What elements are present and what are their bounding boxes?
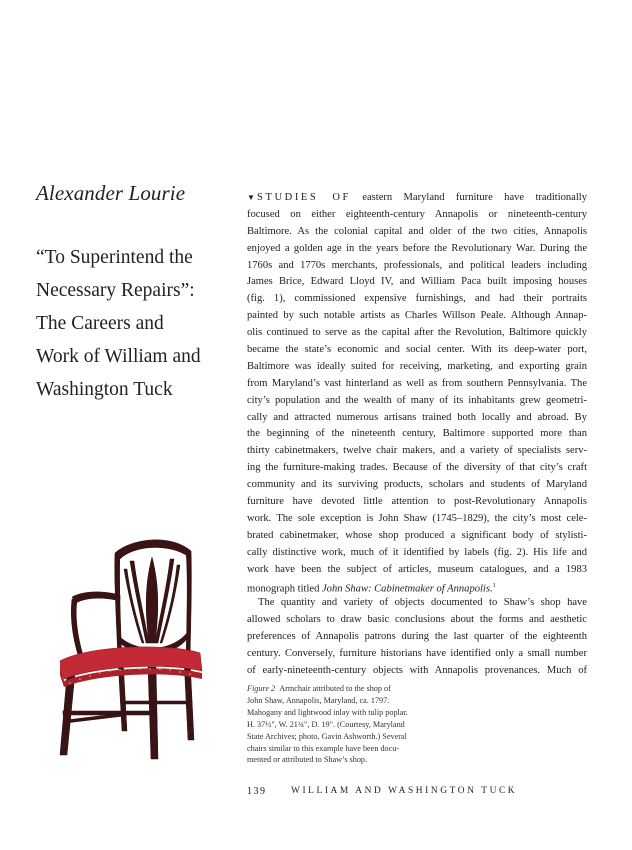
body-line bbox=[247, 190, 587, 207]
caption-line: John Shaw, Annapolis, Maryland, ca. 1797. bbox=[247, 695, 390, 705]
lead-smallcaps: STUDIES OF bbox=[257, 192, 351, 203]
caption-text: Armchair attributed to the shop of bbox=[279, 684, 391, 693]
footnote-ref[interactable]: 1 bbox=[492, 582, 496, 590]
title-line: Necessary Repairs”: bbox=[36, 280, 195, 301]
body-line-text: eastern Maryland furniture have traditionally bbox=[350, 192, 587, 203]
title-line: The Careers and bbox=[36, 313, 164, 334]
title-line: Washington Tuck bbox=[36, 379, 173, 400]
caption-label: Figure 2 bbox=[247, 684, 276, 693]
page-number: 139 bbox=[247, 786, 267, 797]
body-line: painted by such notable artists as Charles Willson Peale. Although Annap- bbox=[247, 310, 587, 322]
caption-line bbox=[247, 683, 407, 695]
body-line: 1760s and 1770s merchants, professionals, and political leaders including bbox=[247, 259, 587, 271]
body-line: enjoyed a golden age in the years before the Revolutionary War. During the bbox=[247, 242, 587, 254]
body-line: city’s population and the wealth of many of its inhabitants grew geometri- bbox=[247, 394, 587, 406]
body-line: from Maryland’s vast hinterland as well as from southern Pennsylvania. The bbox=[247, 377, 587, 389]
body-line: James Brice, Edward Lloyd IV, and William Paca built imposing houses bbox=[247, 276, 587, 288]
running-head: WILLIAM AND WASHINGTON TUCK bbox=[291, 786, 518, 796]
body-line: became the state’s economic and social center. With its deep-water port, bbox=[247, 344, 587, 356]
body-line: community and its surviving products, scholars and students of Maryland bbox=[247, 479, 587, 491]
body-line-text: monograph titled bbox=[247, 584, 322, 595]
figure-caption bbox=[247, 683, 407, 766]
body-line: thirty cabinetmakers, twelve chair makers, and a variety of specialists serv- bbox=[247, 445, 587, 457]
body-line: olis continued to serve as the capital after the Revolution, Baltimore quickly bbox=[247, 327, 587, 339]
body-line bbox=[247, 578, 587, 595]
body-line: work have been the subject of articles, museum catalogues, and a 1983 bbox=[247, 563, 587, 575]
body-line: focused on either eighteenth-century Annapolis or nineteenth-century bbox=[247, 208, 587, 220]
body-line: brated cabinetmaker, whose shop produced a significant body of stylisti- bbox=[247, 529, 587, 541]
body-text bbox=[247, 190, 587, 680]
body-line: preferences of Annapolis patrons during the last quarter of the eighteenth bbox=[247, 631, 587, 643]
title-line: Work of William and bbox=[36, 346, 201, 367]
body-line: cally and attracted numerous artisans trained both locally and abroad. By bbox=[247, 411, 587, 423]
body-line: Baltimore was ideally suited for receiving, marketing, and exporting grain bbox=[247, 360, 587, 372]
author-name: Alexander Lourie bbox=[36, 181, 186, 205]
body-line: century. Conversely, furniture historians have identified only a small number bbox=[247, 648, 587, 660]
body-line: of early-nineteenth-century objects with Annapolis provenances. Much of bbox=[247, 664, 587, 676]
body-line: cally distinctive work, much of it identified by labels (fig. 2). His life and bbox=[247, 546, 587, 558]
book-title: John Shaw: Cabinetmaker of Annapolis. bbox=[322, 584, 493, 595]
body-line: furniture have devoted little attention to post-Revolutionary Annapolis bbox=[247, 496, 587, 508]
body-line: (fig. 1), commissioned expensive furnishings, and had their portraits bbox=[247, 293, 587, 305]
body-line: work. The sole exception is John Shaw (1745–1829), the city’s most cele- bbox=[247, 512, 587, 524]
section-marker-icon: ▼ bbox=[247, 193, 255, 202]
caption-line: mented or attributed to Shaw’s shop. bbox=[247, 755, 368, 765]
body-line: allowed scholars to draw basic conclusions about the forms and aesthetic bbox=[247, 614, 587, 626]
armchair-figure bbox=[30, 535, 220, 763]
body-line: the beginning of the nineteenth century, Baltimore supported more than bbox=[247, 428, 587, 440]
caption-line: State Archives; photo, Gavin Ashworth.) Several bbox=[247, 731, 407, 741]
body-line: The quantity and variety of objects documented to Shaw’s shop have bbox=[258, 597, 587, 609]
caption-line: chairs similar to this example have been docu- bbox=[247, 743, 400, 753]
body-line: ing the furniture-making trades. Because of the diversity of that city’s craft bbox=[247, 462, 587, 474]
armchair-image bbox=[30, 535, 220, 763]
title-line: “To Superintend the bbox=[36, 247, 193, 268]
caption-line: H. 37½", W. 21¾", D. 19". (Courtesy, Maryland bbox=[247, 719, 405, 729]
body-line: Baltimore. As the colonial capital and older of the two cities, Annapolis bbox=[247, 225, 587, 237]
caption-line: Mahogany and lightwood inlay with tulip poplar. bbox=[247, 707, 408, 717]
article-title bbox=[36, 241, 236, 406]
